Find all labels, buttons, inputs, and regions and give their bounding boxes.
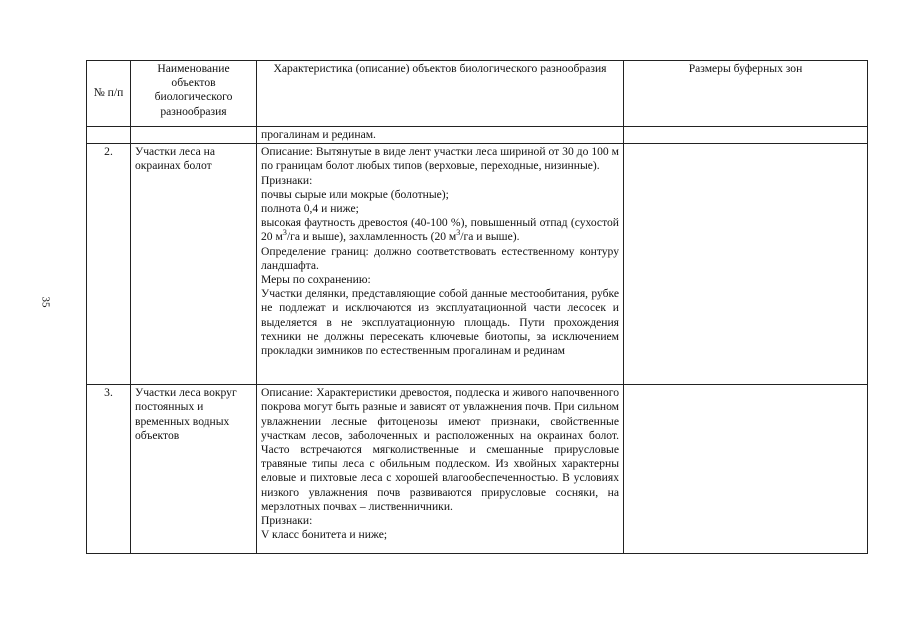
object-description xyxy=(257,385,624,554)
header-number: № п/п xyxy=(87,61,131,127)
measures-heading: Меры по сохранению: xyxy=(261,273,371,287)
biodiversity-table xyxy=(86,60,868,554)
continuation-text: прогалинам и рединам. xyxy=(257,127,624,144)
cell-empty xyxy=(624,127,868,144)
table-row xyxy=(87,385,868,554)
row-number: 2. xyxy=(87,144,131,385)
object-name: Участки леса вокруг постоянных и временных водных объектов xyxy=(131,385,257,554)
sign-item: высокая фаутность древостоя (40-100 %), повышенный отпад (сухостой 20 $м^3/га$ и выше), захламленность (20 $м^3/га$ и выше). xyxy=(261,216,619,244)
sign-item: V класс бонитета и ниже; xyxy=(261,528,388,542)
table-row xyxy=(87,144,868,385)
header-characteristics: Характеристика (описание) объектов биологического разнообразия xyxy=(257,61,624,127)
cell-empty xyxy=(87,127,131,144)
description-text: Описание: Вытянутые в виде лент участки леса шириной от 30 до 100 м по границам болот любых типов (верховые, переходные, низинные). xyxy=(261,145,619,173)
row-number: 3. xyxy=(87,385,131,554)
sign-item: почвы сырые или мокрые (болотные); xyxy=(261,187,449,201)
object-name: Участки леса на окраинах болот xyxy=(131,144,257,385)
sign-item: полнота 0,4 и ниже; xyxy=(261,202,359,216)
signs-heading: Признаки: xyxy=(261,514,313,528)
header-buffer-zones: Размеры буферных зон xyxy=(624,61,868,127)
description-text: Описание: Характеристики древостоя, подлеска и живого напочвенного покрова могут быть разные и зависят от увлажнения почв. При сильном увлажнении лесные фитоценозы имеют признаки, свойственные участкам лесов, заболоченных и расположенных на окраинах болот. Часто встречаются мягколиственные и смешанные прирусловые травяные типы леса с обильным подлеском. Из хвойных характерны еловые и пихтовые леса с хорошей влагообеспеченностью. В условиях низкого увлажнения почв развиваются прирусловые сосняки, на мерзлотных почвах – лиственничники. xyxy=(261,386,619,513)
boundaries-text: Определение границ: должно соответствовать естественному контуру ландшафта. xyxy=(261,244,619,272)
header-object-name: Наименование объектов биологического разнообразия xyxy=(131,61,257,127)
buffer-zone-cell xyxy=(624,144,868,385)
cell-empty xyxy=(131,127,257,144)
signs-heading: Признаки: xyxy=(261,173,313,187)
page-number: 35 xyxy=(39,296,52,308)
table-row-continuation xyxy=(87,127,868,144)
measures-text: Участки делянки, представляющие собой данные местообитания, рубке не подлежат и исключаются из эксплуатационной части лесосек и выделяется в не эксплуатационную площадь. Пути прохождения техники не должны пересекать ключевые биотопы, за исключением прокладки зимников по естественным прогалинам и рединам xyxy=(261,287,619,358)
object-description xyxy=(257,144,624,385)
table-header-row xyxy=(87,61,868,127)
buffer-zone-cell xyxy=(624,385,868,554)
